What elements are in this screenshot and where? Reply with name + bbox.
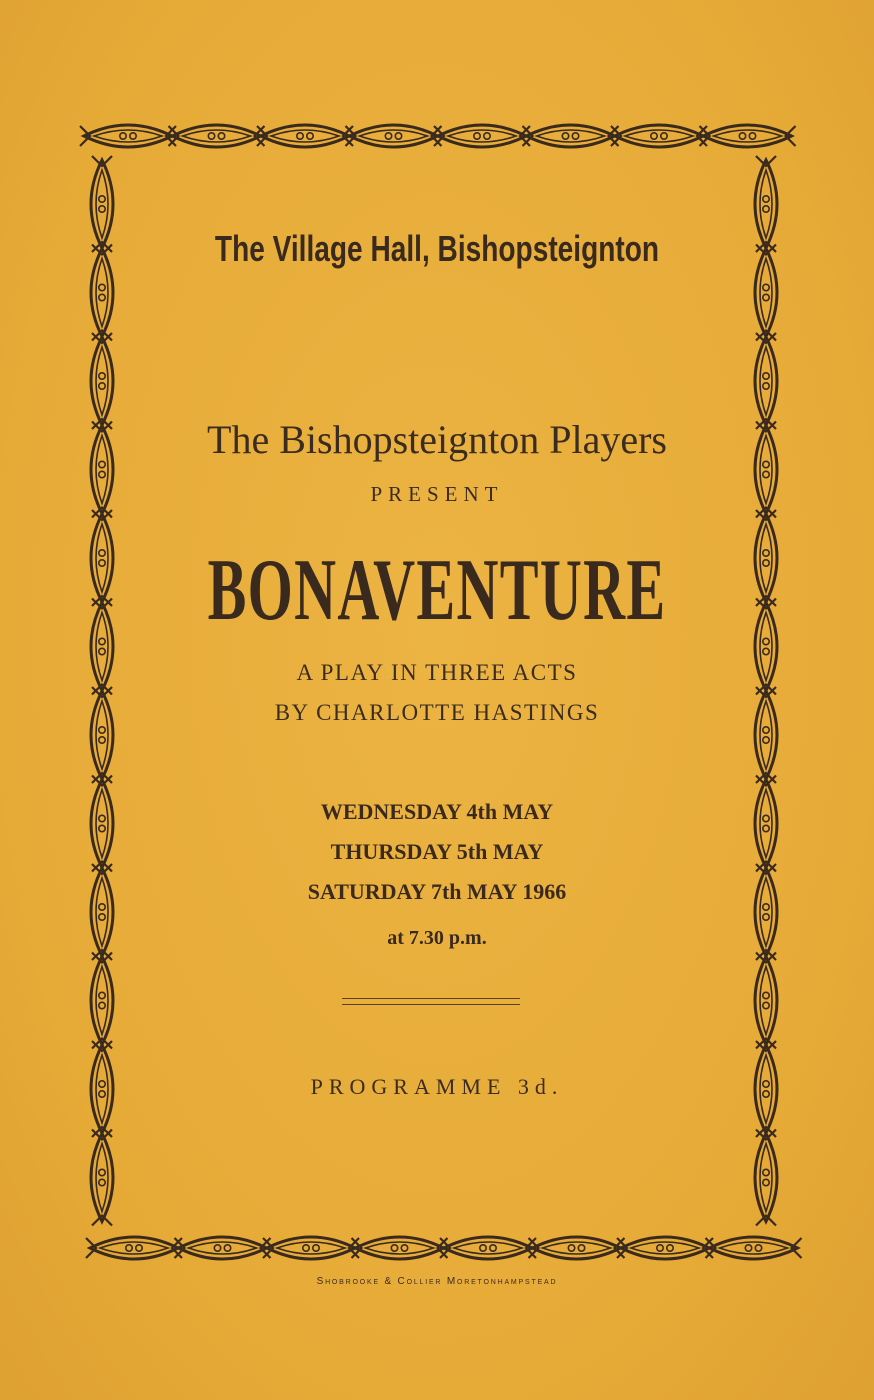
border-ornament-unit — [352, 1237, 448, 1259]
border-ornament-unit — [346, 125, 442, 147]
performance-date: WEDNESDAY 4th MAY — [320, 799, 554, 824]
border-ornament-unit — [175, 1237, 271, 1259]
border-ornament-unit — [91, 510, 113, 606]
play-subtitle-acts: A PLAY IN THREE ACTS — [296, 660, 578, 685]
border-ornament-unit — [257, 125, 353, 147]
border-ornament-unit — [86, 1237, 182, 1259]
border-ornament-unit — [755, 333, 777, 429]
play-title: BONAVENTURE — [207, 542, 667, 639]
border-ornament-unit — [529, 1237, 625, 1259]
double-rule-divider — [342, 998, 520, 1005]
present-label: PRESENT — [370, 482, 504, 506]
border-ornament-unit — [91, 1130, 113, 1226]
company-name: The Bishopsteignton Players — [207, 417, 667, 462]
border-ornament-unit — [611, 125, 707, 147]
programme-price: PROGRAMME 3d. — [310, 1074, 564, 1099]
border-ornament-unit — [523, 125, 619, 147]
border-ornament-unit — [91, 953, 113, 1049]
border-ornament-unit — [440, 1237, 536, 1259]
performance-date: THURSDAY 5th MAY — [330, 839, 544, 864]
performance-time: at 7.30 p.m. — [387, 927, 487, 949]
performance-date: SATURDAY 7th MAY 1966 — [307, 879, 567, 904]
border-ornament-unit — [755, 953, 777, 1049]
border-ornament-unit — [263, 1237, 359, 1259]
printer-credit: Shobrooke & Collier Moretonhampstead — [316, 1276, 558, 1287]
border-ornament-unit — [617, 1237, 713, 1259]
border-ornament-unit — [80, 125, 176, 147]
border-ornament-unit — [434, 125, 530, 147]
border-ornament-unit — [700, 125, 796, 147]
play-author: BY CHARLOTTE HASTINGS — [274, 700, 600, 725]
border-ornament-unit — [755, 1130, 777, 1226]
border-ornament-unit — [755, 510, 777, 606]
border-ornament-unit — [169, 125, 265, 147]
venue-heading: The Village Hall, Bishopsteignton — [214, 228, 660, 269]
border-ornament-unit — [706, 1237, 802, 1259]
border-ornament-unit — [91, 333, 113, 429]
